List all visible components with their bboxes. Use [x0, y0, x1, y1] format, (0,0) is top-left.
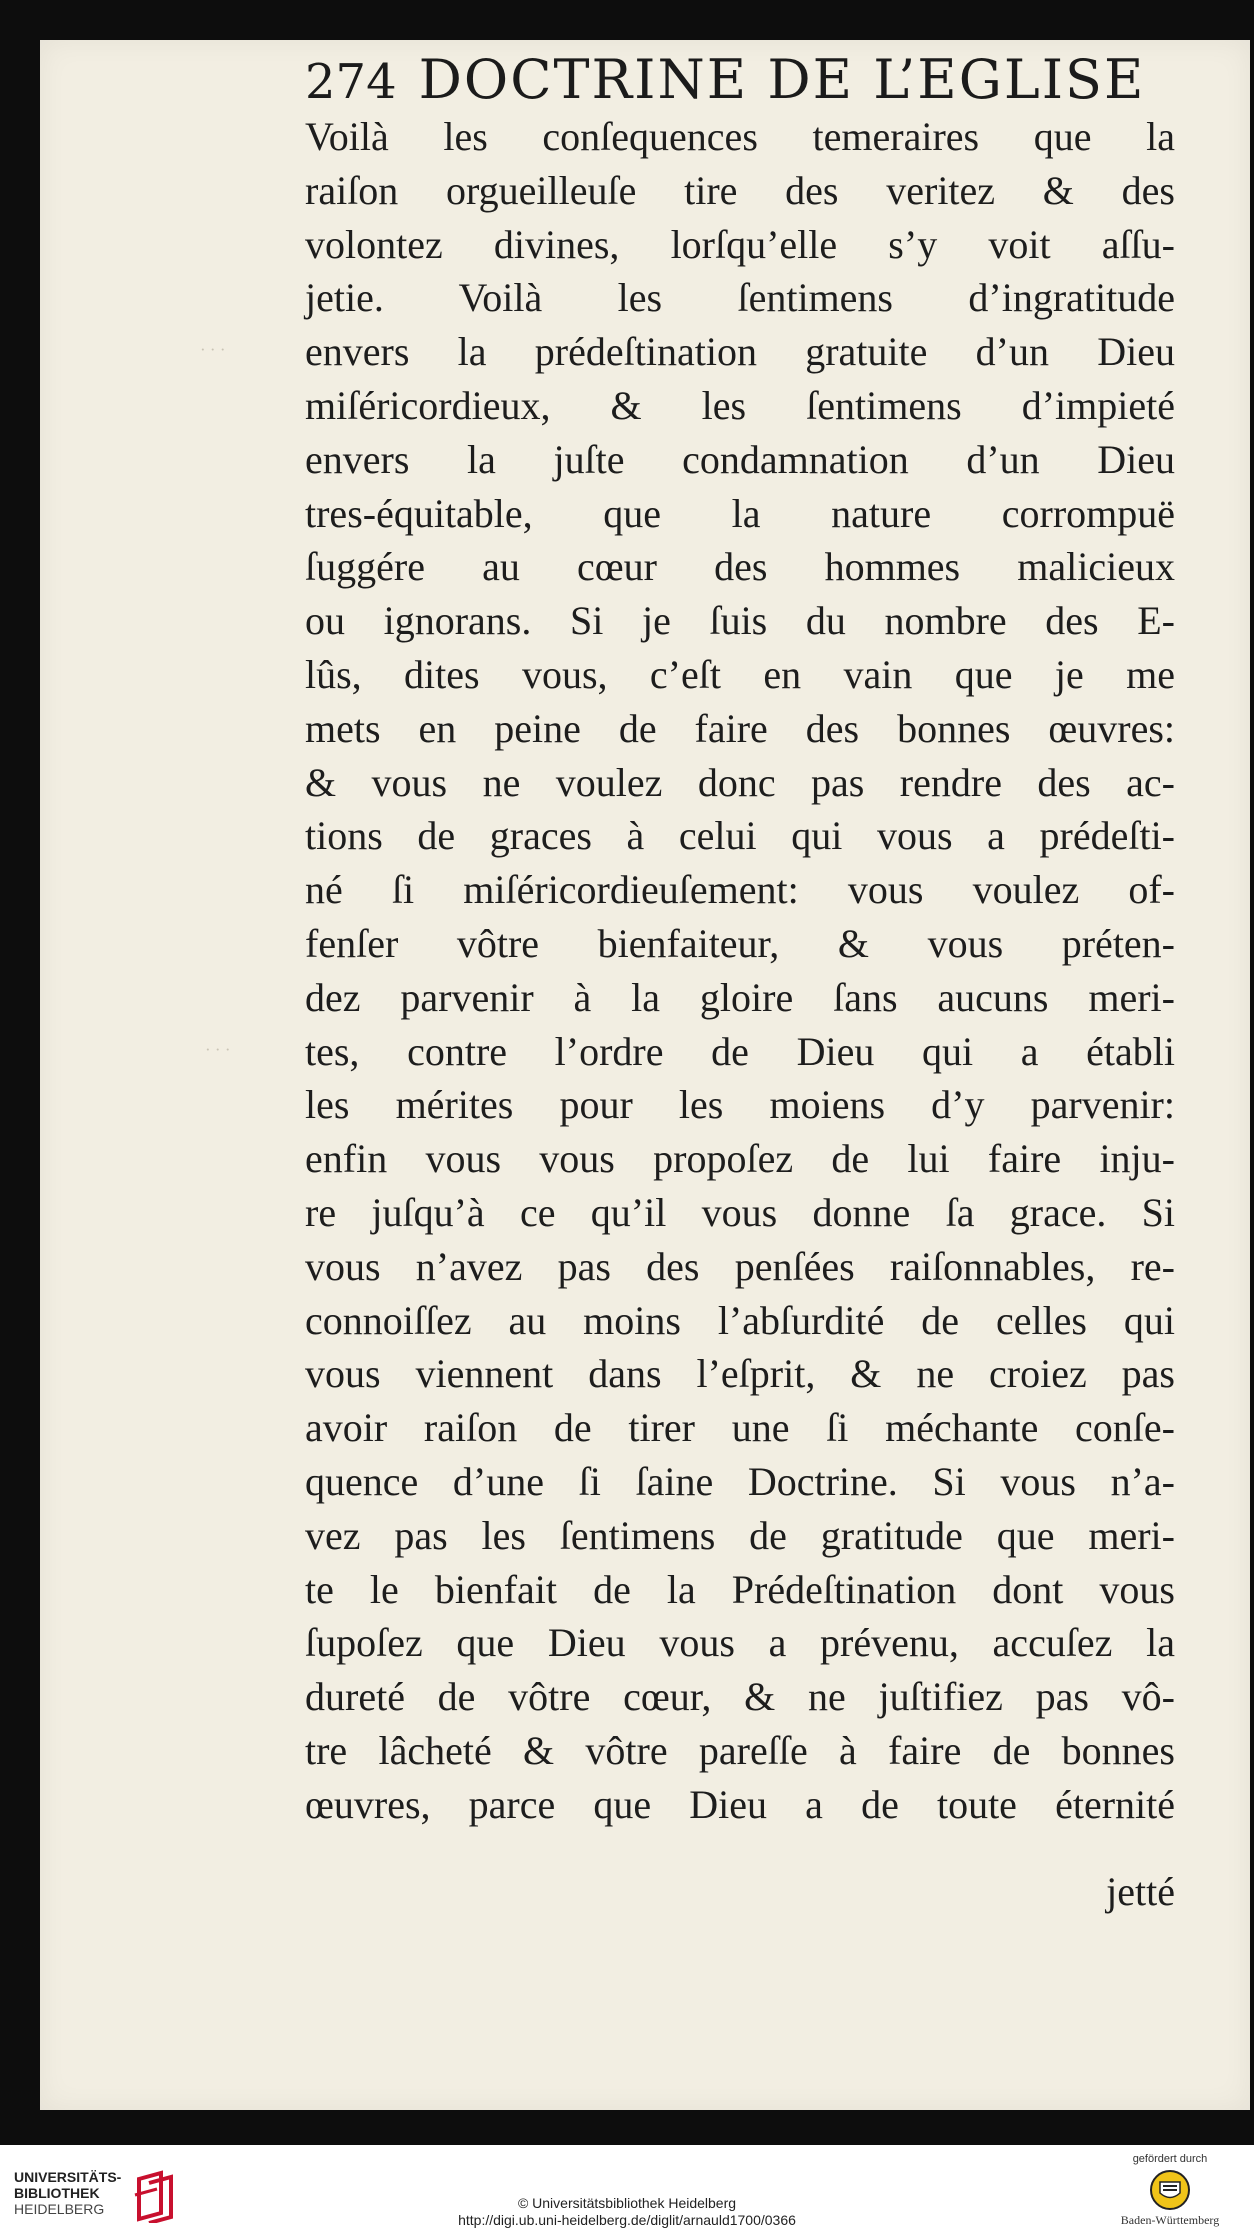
text-line: les mérites pour les moiens d’y parvenir:	[305, 1082, 1175, 1128]
library-name-line: HEIDELBERG	[14, 2201, 105, 2217]
sponsor-block	[1100, 2153, 1240, 2228]
text-line: dez parvenir à la gloire ſans aucuns meri-	[305, 974, 1175, 1020]
text-line: avoir raiſon de tirer une ſi méchante conſe-	[305, 1405, 1175, 1451]
copyright-notice: © Universitätsbibliothek Heidelberg	[517, 2195, 737, 2211]
library-name-line: UNIVERSITÄTS-	[14, 2169, 122, 2185]
page-number: 274	[305, 54, 397, 110]
text-line: miſéricordieux, & les ſentimens d’impieté	[305, 382, 1175, 428]
text-line: dureté de vôtre cœur, & ne juſtifiez pas vô-	[305, 1674, 1175, 1720]
text-line: ſupoſez que Dieu vous a prévenu, accuſez la	[305, 1620, 1175, 1666]
text-line: né ſi miſéricordieuſement: vous voulez of-	[305, 867, 1175, 913]
permalink[interactable]: http://digi.ub.uni-heidelberg.de/diglit/arnauld1700/0366	[458, 2212, 796, 2228]
sponsor-label: gefördert durch	[1132, 2153, 1208, 2165]
text-line: envers la prédeſtination gratuite d’un Dieu	[305, 329, 1175, 375]
text-line: ſuggére au cœur des hommes malicieux	[305, 544, 1175, 590]
text-body	[305, 110, 1175, 1832]
text-line: te le bienfait de la Prédeſtination dont vous	[305, 1566, 1175, 1612]
text-line: Voilà les conſequences temeraires que la	[305, 114, 1175, 159]
text-line: vous n’avez pas des penſées raiſonnables, re-	[305, 1243, 1175, 1289]
text-line: jetie. Voilà les ſentimens d’ingratitude	[305, 275, 1175, 321]
text-line: tre lâcheté & vôtre pareſſe à faire de bonnes	[305, 1727, 1175, 1773]
text-line: mets en peine de faire des bonnes œuvres:	[305, 705, 1175, 751]
text-line: vous viennent dans l’eſprit, & ne croiez pas	[305, 1351, 1175, 1397]
text-line: tions de graces à celui qui vous a prédeſti-	[305, 813, 1175, 859]
text-line: tes, contre l’ordre de Dieu qui a établi	[305, 1028, 1175, 1074]
text-line: œuvres, parce que Dieu a de toute éternité	[305, 1781, 1175, 1827]
catchword: jetté	[1106, 1869, 1175, 1914]
bleed-through-marks: · · ·	[200, 340, 226, 359]
text-line: vez pas les ſentimens de gratitude que meri-	[305, 1512, 1175, 1558]
text-line: lûs, dites vous, c’eſt en vain que je me	[305, 651, 1175, 697]
text-line: raiſon orgueilleuſe tire des veritez & des	[305, 167, 1175, 213]
text-line: volontez divines, lorſqu’elle s’y voit aſſu-	[305, 221, 1175, 267]
text-line: & vous ne voulez donc pas rendre des ac-	[305, 759, 1175, 805]
sponsor-name: Baden-Württemberg	[1120, 2213, 1220, 2227]
library-name-line: BIBLIOTHEK	[14, 2185, 100, 2201]
text-line: envers la juſte condamnation d’un Dieu	[305, 436, 1175, 482]
text-line: re juſqu’à ce qu’il vous donne ſa grace. Si	[305, 1189, 1175, 1235]
text-line: quence d’une ſi ſaine Doctrine. Si vous n’a-	[305, 1458, 1175, 1504]
text-line: fenſer vôtre bienfaiteur, & vous préten-	[305, 920, 1175, 966]
state-seal-icon	[1149, 2169, 1191, 2211]
text-line: connoiſſez au moins l’abſurdité de celles qui	[305, 1297, 1175, 1343]
text-line: enfin vous vous propoſez de lui faire inju-	[305, 1136, 1175, 1182]
running-title: DOCTRINE DE L’EGLISE	[418, 48, 1146, 111]
bleed-through-marks: · · ·	[205, 1040, 231, 1059]
text-line: ou ignorans. Si je ſuis du nombre des E-	[305, 598, 1175, 644]
text-line: tres-équitable, que la nature corrompuë	[305, 490, 1175, 536]
footer	[0, 2145, 1254, 2237]
